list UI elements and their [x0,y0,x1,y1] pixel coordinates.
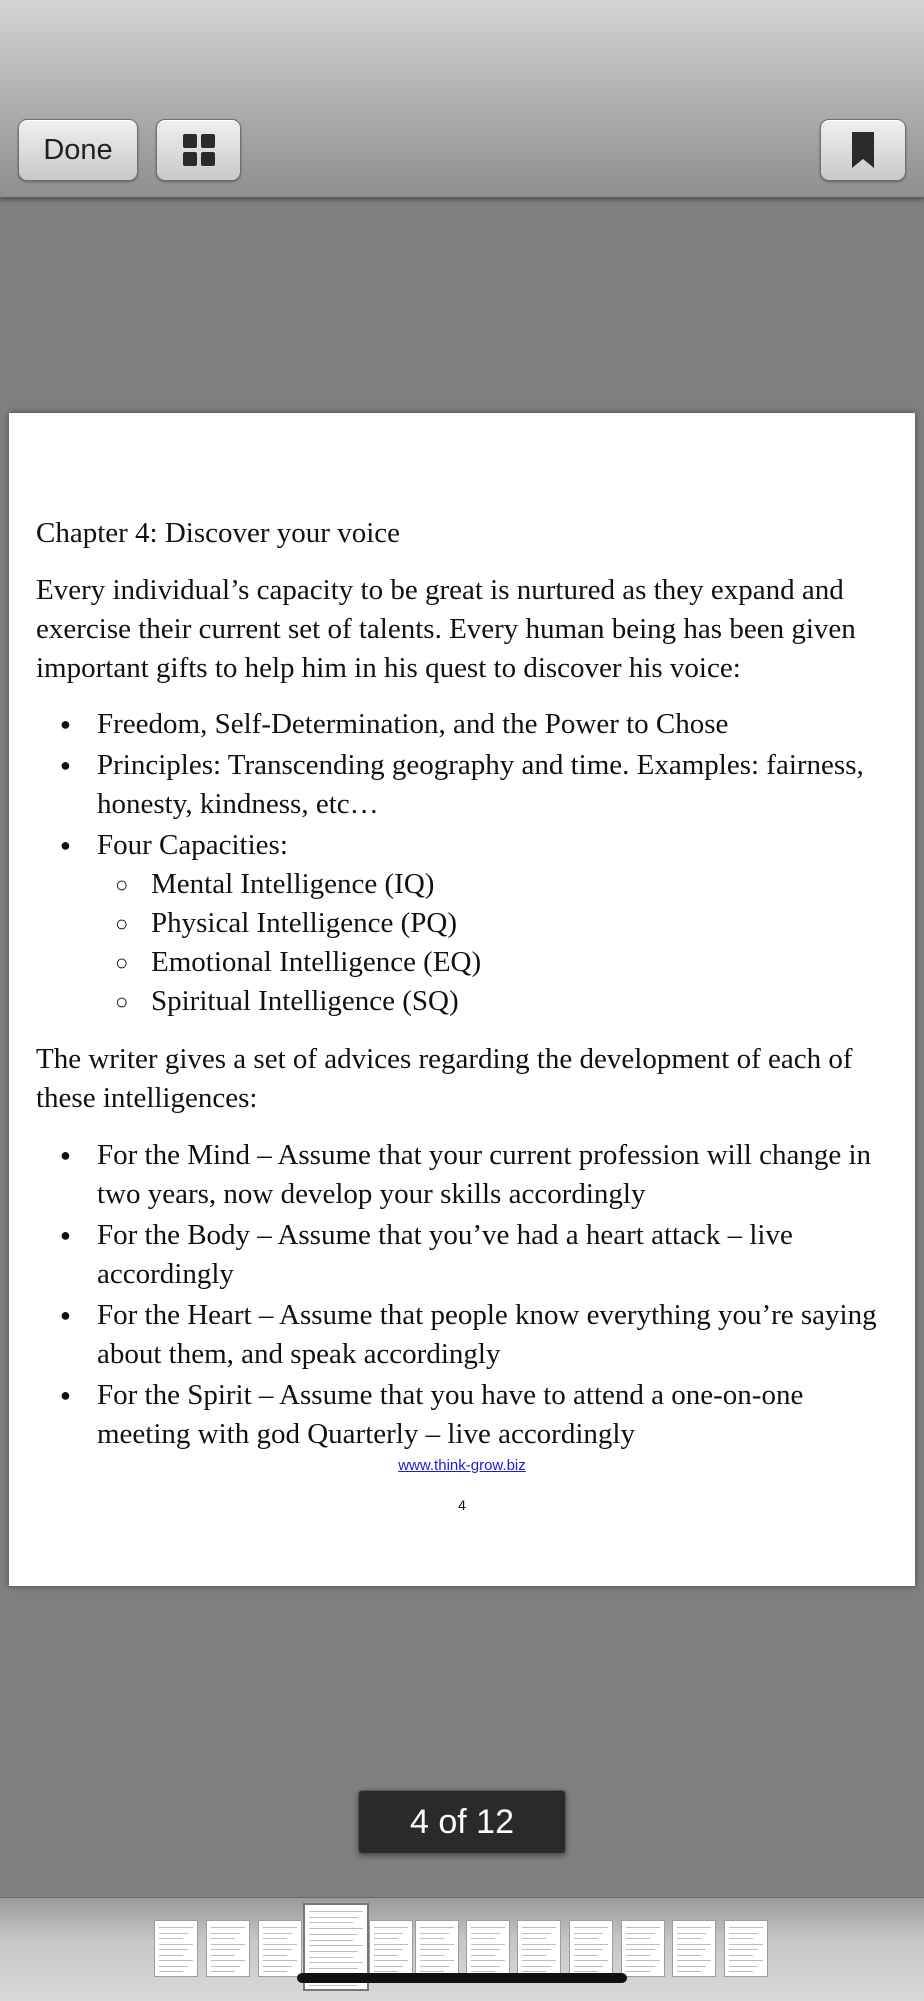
top-toolbar [0,0,924,198]
advice-intro-paragraph: The writer gives a set of advices regarding the development of each of these intelligences: [36,1043,853,1114]
list-item: ● Four Capacities: ○ Mental Intelligence (IQ) ○ Physical Intelligence (PQ) ○ Emotional Intelligence (EQ) ○ Spiritual Intelligence (SQ) [36,826,896,1021]
thumbnail[interactable] [369,1920,413,1977]
grid-icon [183,134,215,166]
thumbnail[interactable] [466,1920,510,1977]
list-item: ● Principles: Transcending geography and time. Examples: fairness, honesty, kindness, etc… [36,746,896,824]
thumbnail[interactable] [154,1920,198,1977]
list-item: ○ Emotional Intelligence (EQ) [36,943,896,982]
document-page[interactable] [9,413,915,1586]
thumbnail-grid-button[interactable] [156,119,241,181]
page-number: 4 [458,1497,466,1513]
home-indicator [297,1973,627,1983]
thumbnail[interactable] [724,1920,768,1977]
thumbnail[interactable] [517,1920,561,1977]
advice-list [36,1136,896,1456]
chapter-title: Chapter 4: Discover your voice [36,517,401,549]
done-button[interactable]: Done [18,119,138,181]
list-item: ○ Physical Intelligence (PQ) [36,904,896,943]
list-item: ● For the Mind – Assume that your current profession will change in two years, now develop your skills accordingly [36,1136,896,1214]
gifts-list [36,705,896,1023]
bookmark-icon [852,132,874,168]
thumbnail[interactable] [258,1920,302,1977]
intro-paragraph: Every individual’s capacity to be great is nurtured as they expand and exercise their current set of talents. Every human being has been given important gifts to help him in his quest to discover his voice: [36,574,856,684]
list-item: ● For the Body – Assume that you’ve had a heart attack – live accordingly [36,1216,896,1294]
list-item: ● Freedom, Self-Determination, and the Power to Chose [36,705,896,744]
thumbnail-strip [0,1897,924,2001]
list-item: ○ Spiritual Intelligence (SQ) [36,982,896,1021]
thumbnail[interactable] [569,1920,613,1977]
page-indicator: 4 of 12 [358,1790,566,1854]
list-item: ○ Mental Intelligence (IQ) [36,865,896,904]
list-item: ● For the Spirit – Assume that you have to attend a one-on-one meeting with god Quarterly – live accordingly [36,1376,896,1454]
thumbnail[interactable] [206,1920,250,1977]
bookmark-button[interactable] [820,119,906,181]
footer-link[interactable]: www.think-grow.biz [398,1457,526,1474]
thumbnail[interactable] [672,1920,716,1977]
capacities-list [97,865,896,1021]
thumbnail[interactable] [415,1920,459,1977]
list-item: ● For the Heart – Assume that people know everything you’re saying about them, and speak accordingly [36,1296,896,1374]
thumbnail[interactable] [621,1920,665,1977]
